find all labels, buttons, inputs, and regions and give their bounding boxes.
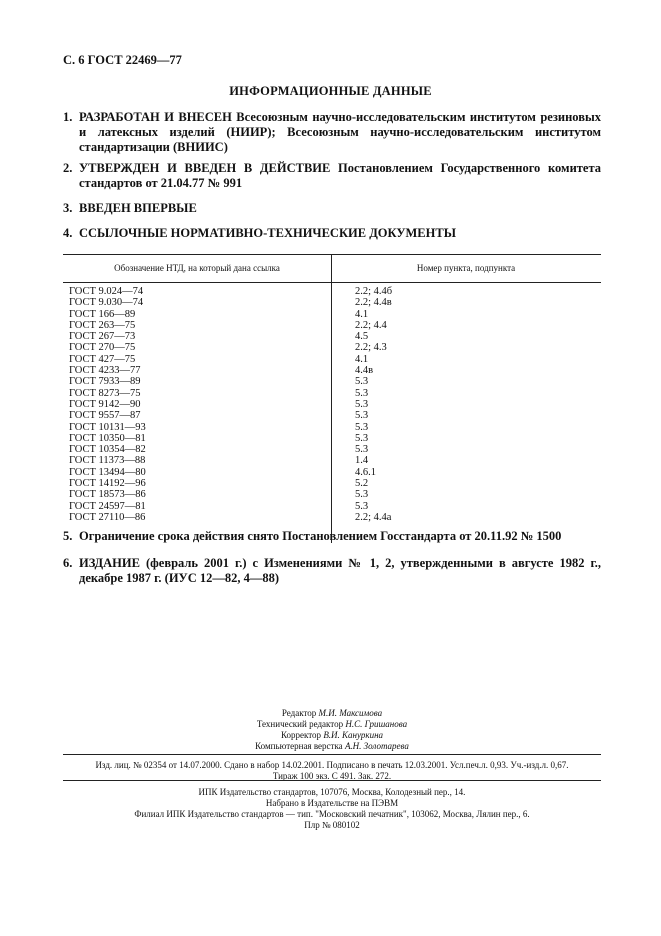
credit-role: Корректор [280, 730, 324, 740]
document-designation: ГОСТ 9557—87 [69, 410, 141, 422]
table-row [63, 478, 601, 489]
editorial-credits [63, 708, 601, 752]
clause-number: 4.4в [355, 365, 374, 377]
document-designation: ГОСТ 10354—82 [69, 444, 146, 456]
credit-role: Компьютерная верстка [255, 741, 345, 751]
document-designation: ГОСТ 10131—93 [69, 421, 146, 433]
clause-number: 5.3 [355, 410, 369, 422]
credit-name: В.И. Кануркина [323, 730, 384, 740]
publishing-line: Тираж 100 экз. С 491. Зак. 272. [272, 771, 392, 781]
divider-line [63, 780, 601, 781]
clause-number: 5.3 [355, 421, 369, 433]
info-item-1 [63, 110, 601, 155]
item-number: 3. [63, 201, 73, 215]
clause-number: 5.3 [355, 444, 369, 456]
table-row [63, 365, 601, 376]
clause-number: 5.3 [355, 500, 369, 512]
item-number: 1. [63, 110, 73, 124]
table-row [63, 309, 601, 320]
clause-number: 5.2 [355, 478, 369, 490]
printer-line: Филиал ИПК Издательство стандартов — тип. "Московский печатник", 103062, Москва, Лялин пер., 6. [134, 809, 530, 819]
clause-number: 5.3 [355, 387, 369, 399]
clause-number: 5.3 [355, 376, 369, 388]
clause-number: 1.4 [355, 455, 369, 467]
item-lead: Ограничение срока действия снято Постановлением Госстандарта от 20.11.92 № 1500 [79, 529, 562, 543]
printer-line: ИПК Издательство стандартов, 107076, Москва, Колодезный пер., 14. [198, 787, 466, 797]
column-header-clause: Номер пункта, подпункта [416, 263, 516, 273]
info-item-2 [63, 161, 601, 191]
clause-number: 2.2; 4.3 [355, 342, 387, 354]
credit-line [63, 708, 601, 719]
item-lead: ИЗДАНИЕ (февраль 2001 г.) с Изменениями № 1, 2, утвержденными в августе 1982 г., декабре 1987 г. (ИУС 12—82, 4—88) [79, 556, 601, 585]
clause-number: 5.3 [355, 432, 369, 444]
info-item-6 [63, 556, 601, 586]
table-row [63, 455, 601, 466]
document-designation: ГОСТ 24597—81 [69, 500, 146, 512]
document-title: ИНФОРМАЦИОННЫЕ ДАННЫЕ [229, 84, 432, 98]
credit-name: М.И. Максимова [318, 708, 383, 718]
credit-name: Н.С. Гришанова [345, 719, 408, 729]
document-designation: ГОСТ 10350—81 [69, 432, 146, 444]
item-lead: ССЫЛОЧНЫЕ НОРМАТИВНО-ТЕХНИЧЕСКИЕ ДОКУМЕНТЫ [79, 226, 456, 240]
table-row [63, 342, 601, 353]
document-designation: ГОСТ 166—89 [69, 308, 136, 320]
printer-line: Набрано в Издательстве на ПЭВМ [265, 798, 399, 808]
table-row [63, 286, 601, 297]
credit-role: Редактор [281, 708, 319, 718]
item-lead: ВВЕДЕН ВПЕРВЫЕ [79, 201, 197, 215]
document-designation: ГОСТ 18573—86 [69, 489, 146, 501]
printer-info [63, 787, 601, 831]
table-body [63, 283, 601, 523]
item-number: 5. [63, 529, 73, 543]
credit-line [63, 730, 601, 741]
reference-documents-table [63, 254, 601, 523]
credit-line [63, 741, 601, 752]
item-number: 6. [63, 556, 73, 570]
clause-number: 4.5 [355, 331, 369, 343]
document-designation: ГОСТ 263—75 [69, 319, 136, 331]
publishing-info [63, 760, 601, 782]
document-designation: ГОСТ 7933—89 [69, 376, 141, 388]
clause-number: 2.2; 4.4б [355, 286, 393, 297]
credit-name: А.Н. Золотарева [344, 741, 409, 751]
document-designation: ГОСТ 27110—86 [69, 511, 146, 523]
table-row [63, 489, 601, 500]
table-row [63, 501, 601, 512]
clause-number: 4.1 [355, 308, 369, 320]
item-text: Всесоюзным научно-исследовательским институтом резиновых и латексных изделий (НИИР); Всесоюзным научно-исследовательским институтом стандартизации (ВНИИС) [79, 110, 601, 154]
document-designation: ГОСТ 9.024—74 [69, 286, 144, 297]
item-lead: РАЗРАБОТАН И ВНЕСЕН [79, 110, 232, 124]
table-row [63, 410, 601, 421]
column-header-document: Обозначение НТД, на который дана ссылка [114, 263, 280, 273]
document-designation: ГОСТ 4233—77 [69, 365, 141, 377]
table-row [63, 376, 601, 387]
table-row [63, 399, 601, 410]
item-number: 4. [63, 226, 73, 240]
table-row [63, 444, 601, 455]
table-row [63, 512, 601, 523]
document-designation: ГОСТ 13494—80 [69, 466, 146, 478]
clause-number: 5.3 [355, 489, 369, 501]
document-designation: ГОСТ 427—75 [69, 353, 136, 365]
clause-number: 4.1 [355, 353, 369, 365]
document-designation: ГОСТ 270—75 [69, 342, 136, 354]
document-designation: ГОСТ 11373—88 [69, 455, 146, 467]
credit-line [63, 719, 601, 730]
table-row [63, 331, 601, 342]
clause-number: 2.2; 4.4а [355, 511, 392, 523]
table-row [63, 354, 601, 365]
item-text: Постановлением Государственного комитета стандартов от 21.04.77 № 991 [79, 161, 602, 190]
info-item-5 [63, 529, 601, 544]
table-row [63, 422, 601, 433]
table-row [63, 297, 601, 308]
document-designation: ГОСТ 8273—75 [69, 387, 141, 399]
clause-number: 2.2; 4.4в [355, 297, 392, 309]
document-designation: ГОСТ 267—73 [69, 331, 136, 343]
credit-role: Технический редактор [256, 719, 346, 729]
item-number: 2. [63, 161, 73, 175]
item-lead: УТВЕРЖДЕН И ВВЕДЕН В ДЕЙСТВИЕ [79, 161, 331, 175]
page-header: С. 6 ГОСТ 22469—77 [63, 53, 182, 67]
clause-number: 5.3 [355, 398, 369, 410]
divider-line [63, 754, 601, 755]
info-item-3 [63, 201, 601, 216]
document-designation: ГОСТ 9142—90 [69, 398, 141, 410]
document-designation: ГОСТ 14192—96 [69, 478, 146, 490]
publishing-line: Изд. лиц. № 02354 от 14.07.2000. Сдано в набор 14.02.2001. Подписано в печать 12.03.2001. Усл.печ.л. 0,93. Уч.-изд.л. 0,67. [95, 760, 569, 770]
table-row [63, 467, 601, 478]
clause-number: 2.2; 4.4 [355, 319, 387, 331]
table-row [63, 388, 601, 399]
table-header [63, 254, 601, 283]
clause-number: 4.6.1 [355, 466, 376, 478]
info-item-4 [63, 226, 601, 241]
table-row [63, 320, 601, 331]
printer-line: Плр № 080102 [304, 820, 360, 830]
table-row [63, 433, 601, 444]
document-designation: ГОСТ 9.030—74 [69, 297, 144, 309]
